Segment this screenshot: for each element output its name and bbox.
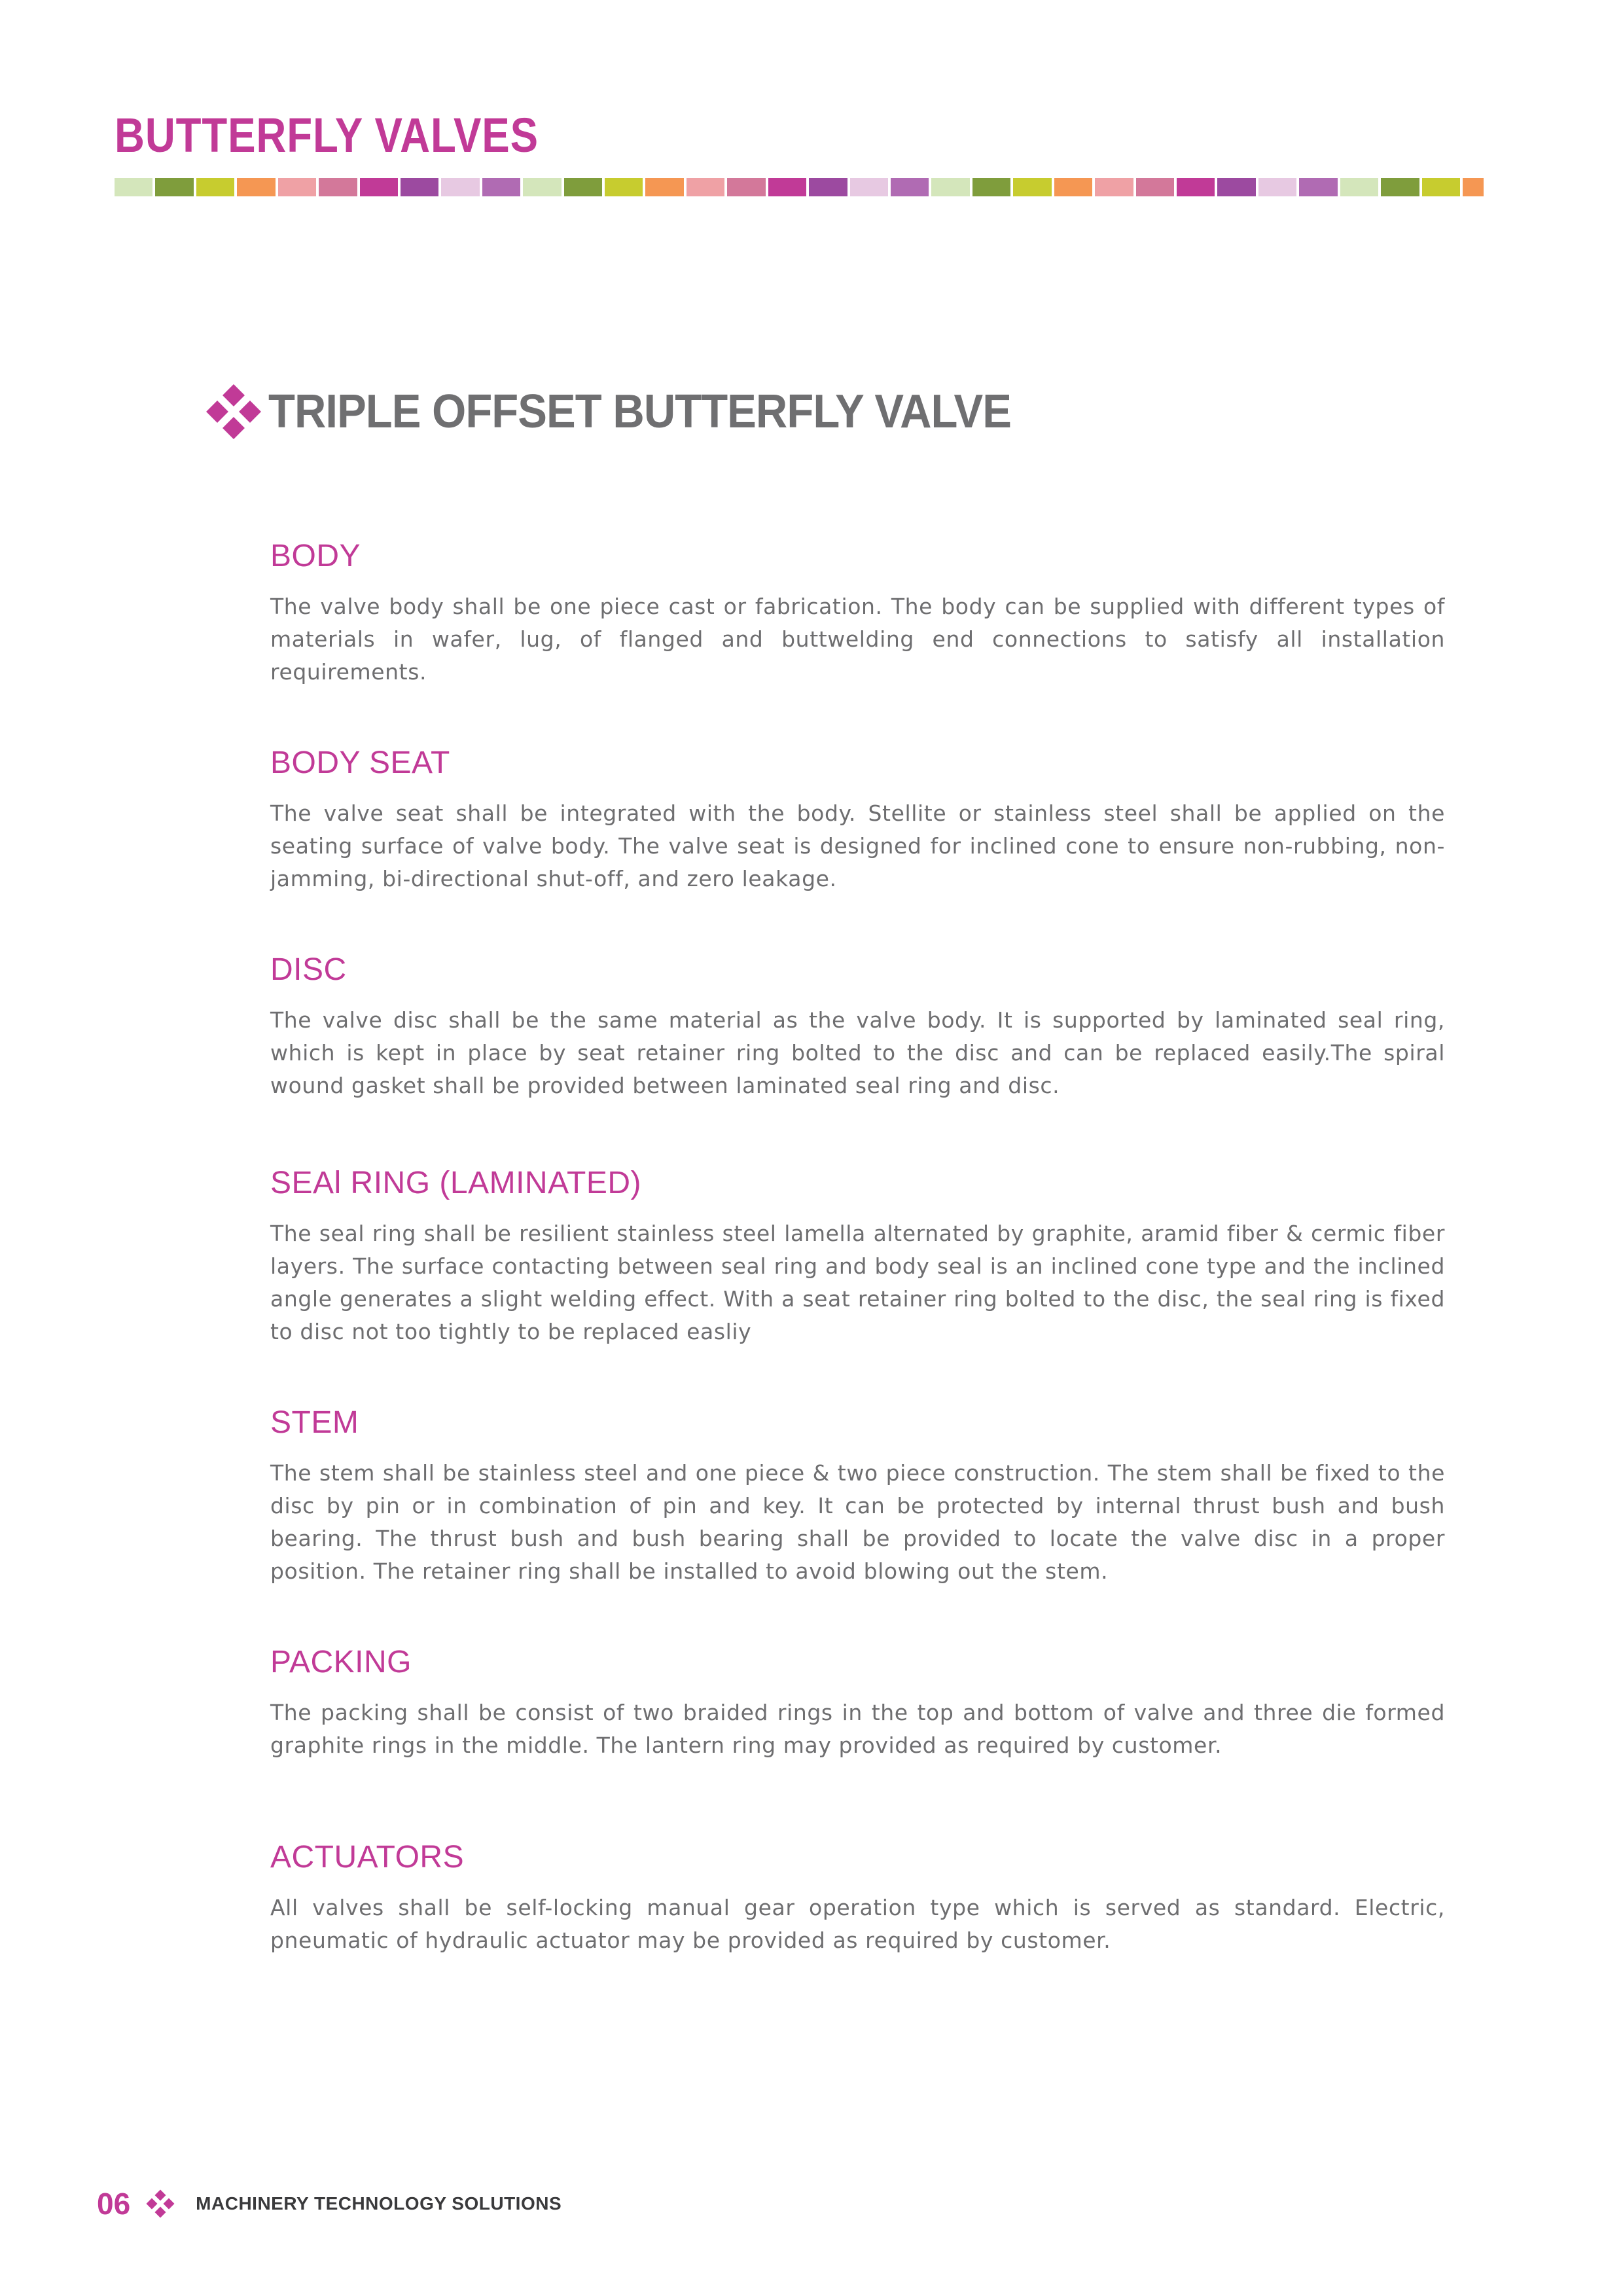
section-text: The packing shall be consist of two braided rings in the top and bottom of valve and three die formed graphite rings in the middle. The lantern ring may provided as required by customer. xyxy=(270,1700,1445,1758)
section-stem xyxy=(270,1403,1445,1588)
diamond-cluster-icon xyxy=(208,386,259,437)
content xyxy=(270,537,1445,1957)
color-swatch xyxy=(931,178,969,196)
color-swatch xyxy=(1095,178,1133,196)
section-text: The valve body shall be one piece cast or fabrication. The body can be supplied with different types of materials in wafer, lug, of flanged and buttwelding end connections to satisfy all installation requirements. xyxy=(270,594,1445,685)
color-swatch xyxy=(1258,178,1296,196)
section-title: BODY xyxy=(270,539,361,573)
color-swatch xyxy=(645,178,683,196)
color-swatch xyxy=(319,178,357,196)
color-swatch xyxy=(1463,178,1484,196)
color-swatch xyxy=(687,178,724,196)
section-actuators xyxy=(270,1838,1445,1957)
color-swatch xyxy=(401,178,438,196)
section-seal-ring xyxy=(270,1164,1445,1348)
section-title: STEM xyxy=(270,1405,359,1440)
color-swatch xyxy=(972,178,1010,196)
color-swatch xyxy=(237,178,275,196)
color-swatch xyxy=(441,178,479,196)
section-text: The seal ring shall be resilient stainless steel lamella alternated by graphite, aramid fiber & cermic fiber layers. The surface contacting between seal ring and body seal is an inclined cone type and the inclined angle generates a slight welding effect. With a seat retainer ring bolted to the disc, the seal ring is fixed to disc not too tightly to be replaced easliy xyxy=(270,1221,1445,1344)
section-text: The valve seat shall be integrated with the body. Stellite or stainless steel shall be applied on the seating surface of valve body. The valve seat is designed for inclined cone to ensure non-rubbing, non-jamming, bi-directional shut-off, and zero leakage. xyxy=(270,800,1445,891)
color-swatch xyxy=(523,178,561,196)
section-body-seat xyxy=(270,744,1445,895)
color-swatch xyxy=(115,178,152,196)
section-title: BODY SEAT xyxy=(270,745,450,780)
section-disc xyxy=(270,950,1445,1102)
main-heading-title: TRIPLE OFFSET BUTTERFLY VALVE xyxy=(268,386,1011,438)
company-name: MACHINERY TECHNOLOGY SOLUTIONS xyxy=(196,2193,562,2214)
color-swatch xyxy=(482,178,520,196)
color-swatch xyxy=(605,178,643,196)
color-swatch xyxy=(809,178,847,196)
section-packing xyxy=(270,1643,1445,1762)
color-strip xyxy=(115,178,1484,196)
color-swatch xyxy=(1381,178,1419,196)
diamond-cluster-icon xyxy=(147,2191,173,2217)
section-text: The stem shall be stainless steel and one piece & two piece construction. The stem shall be fixed to the disc by pin or in combination of pin and key. It can be protected by internal thrust bush and bush bearing. The thrust bush and bush bearing shall be provided to locate the valve disc in a proper position. The retainer ring shall be installed to avoid blowing out the stem. xyxy=(270,1460,1445,1584)
color-swatch xyxy=(1217,178,1255,196)
color-swatch xyxy=(727,178,765,196)
page-number: 06 xyxy=(97,2187,131,2221)
section-title: SEAl RING (LAMINATED) xyxy=(270,1166,641,1200)
color-swatch xyxy=(360,178,398,196)
color-swatch xyxy=(155,178,193,196)
section-title: ACTUATORS xyxy=(270,1840,465,1874)
color-swatch xyxy=(1013,178,1051,196)
footer xyxy=(97,2186,562,2221)
color-swatch xyxy=(1136,178,1174,196)
color-swatch xyxy=(850,178,888,196)
color-swatch xyxy=(1299,178,1337,196)
color-swatch xyxy=(1422,178,1460,196)
main-heading xyxy=(208,385,1067,439)
color-swatch xyxy=(891,178,929,196)
color-swatch xyxy=(278,178,316,196)
section-text: All valves shall be self-locking manual gear operation type which is served as standard. Electric, pneumatic of hydraulic actuator may be provided as required by customer. xyxy=(270,1895,1445,1953)
color-swatch xyxy=(1177,178,1215,196)
section-body xyxy=(270,537,1445,689)
section-text: The valve disc shall be the same material as the valve body. It is supported by laminated seal ring, which is kept in place by seat retainer ring bolted to the disc and can be replaced easily.The spiral wound gasket shall be provided between laminated seal ring and disc. xyxy=(270,1007,1445,1098)
section-title: PACKING xyxy=(270,1645,412,1679)
section-title: DISC xyxy=(270,952,347,987)
page-header-title: BUTTERFLY VALVES xyxy=(115,108,539,162)
color-swatch xyxy=(196,178,234,196)
color-swatch xyxy=(768,178,806,196)
color-swatch xyxy=(1054,178,1092,196)
color-swatch xyxy=(564,178,602,196)
color-swatch xyxy=(1340,178,1378,196)
